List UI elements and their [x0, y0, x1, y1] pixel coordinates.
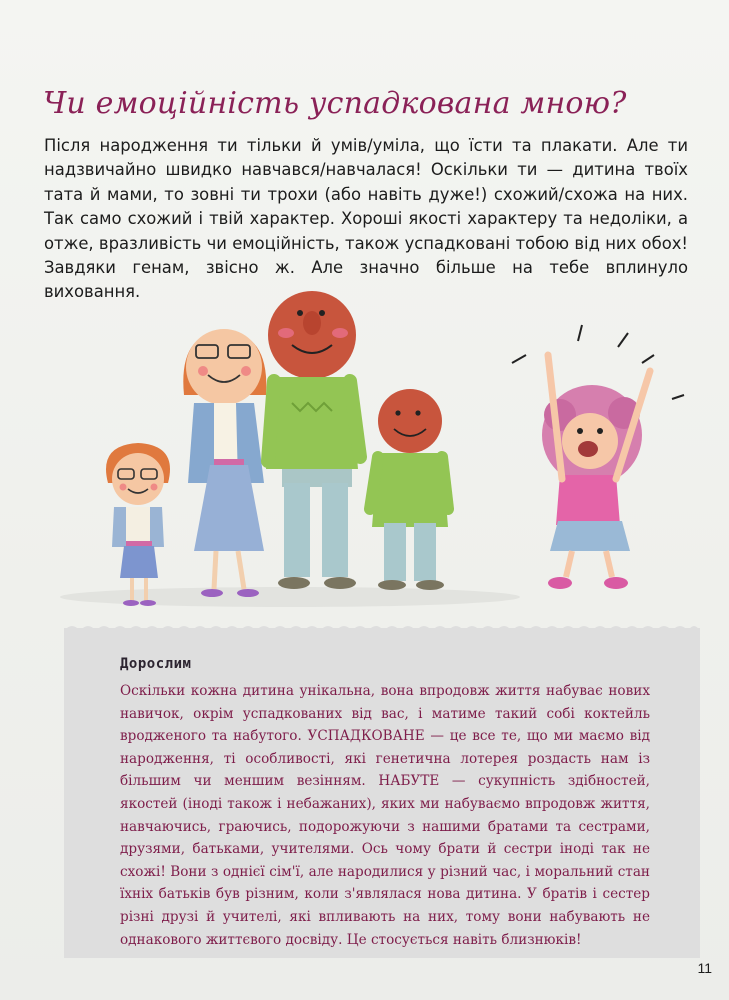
intro-paragraph: Після народження ти тільки й умів/уміла, що їсти та плакати. Але ти надзвичайно швидко навчався/навчалася! Оскільки ти — дитина твоїх тата й мами, то зовні ти трохи (або навіть дуже!) схожий/схожа на них. Так само схожий і твій характер. Хороші якості характеру та недоліки, а отже, вразливість чи емоційність, також успадковані тобою від них обох! Завдяки генам, звісно ж. Але значно більше на тебе вплинуло виховання. — [44, 136, 688, 302]
adults-note-box — [64, 628, 700, 958]
wavy-edge — [64, 621, 700, 631]
family-illustration — [0, 285, 729, 615]
mother-figure — [183, 329, 266, 597]
father-figure — [266, 291, 360, 589]
excited-girl-figure — [512, 325, 684, 589]
boy-figure — [370, 389, 448, 590]
page-number: 11 — [697, 960, 712, 976]
callout-text: Оскільки кожна дитина унікальна, вона впродовж життя набуває нових навичок, окрім успадкованих від вас, і матиме такий собі коктейль вродженого та набутого. УСПАДКОВАНЕ — це все те, що ми маємо від народження, ті особливості, які генетична лотерея роздасть нам із більшим чи меншим везінням. НАБУТЕ — сукупність здібностей, якостей (іноді також і небажаних), яких ми набуваємо впродовж життя, навчаючись, граючись, подорожуючи з нашими братами та сестрами, друзями, батьками, учителями. Ось чому брати й сестри іноді так не схожі! Вони з однієї сім'ї, але народилися у різний час, і моральний стан їхніх батьків був різним, коли з'являлася нова дитина. У братів і сестер різні друзі й учителі, які впливають на них, тому вони набувають не однакового життєвого досвіду. Це стосується навіть близнюків! — [120, 683, 650, 948]
page-title: Чи емоційність успадкована мною? — [43, 86, 627, 121]
girl-figure — [106, 443, 170, 606]
callout-heading: Дорослим — [120, 656, 192, 672]
